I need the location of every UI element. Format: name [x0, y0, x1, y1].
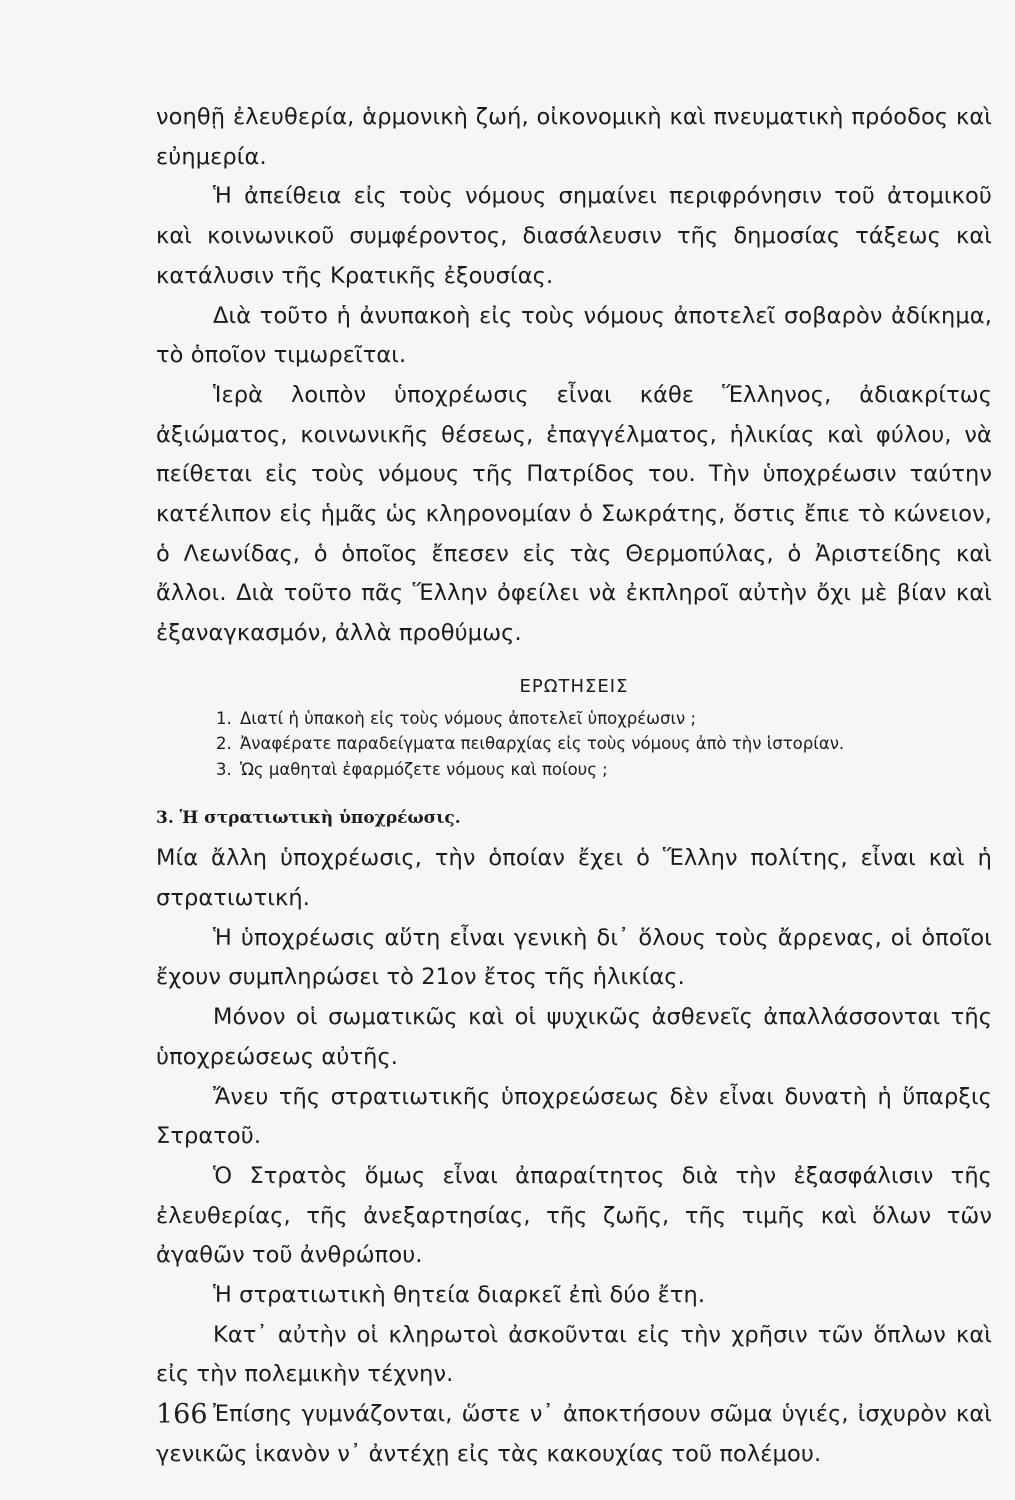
paragraph: Ἄνευ τῆς στρατιωτικῆς ὑποχρεώσεως δὲν εἶναι δυνατὴ ἡ ὕπαρξις Στρατοῦ. [156, 1083, 992, 1150]
questions-list [156, 706, 992, 783]
paragraph: Ἱερὰ λοιπὸν ὑποχρέωσις εἶναι κάθε Ἕλληνος, ἀδιακρίτως ἀξιώματος, κοινωνικῆς θέσεως, ἐπαγγέλματος, ἡλικίας καὶ φύλου, νὰ πείθεται εἰς τοὺς νόμους τῆς Πατρίδος του. Τὴν ὑποχρέωσιν ταύτην κατέλιπον εἰς ἡμᾶς ὡς κληρονομίαν ὁ Σωκράτης, ὅστις ἔπιε τὸ κώνειον, ὁ Λεωνίδας, ὁ ὁποῖος ἔπεσεν εἰς τὰς Θερμοπύλας, ὁ Ἀριστείδης καὶ ἄλλοι. Διὰ τοῦτο πᾶς Ἕλλην ὀφείλει νὰ ἐκπληροῖ αὐτὴν ὄχι μὲ βίαν καὶ ἐξαναγκασμόν, ἀλλὰ προθύμως. [156, 381, 992, 647]
paragraph: Μία ἄλλη ὑποχρέωσις, τὴν ὁποίαν ἔχει ὁ Ἕλλην πολίτης, εἶναι καὶ ἡ στρατιωτική. [156, 845, 992, 912]
paragraph: Ὁ Στρατὸς ὅμως εἶναι ἀπαραίτητος διὰ τὴν ἐξασφάλισιν τῆς ἐλευθερίας, τῆς ἀνεξαρτησίας, τῆς ζωῆς, τῆς τιμῆς καὶ ὅλων τῶν ἀγαθῶν τοῦ ἀνθρώπου. [156, 1162, 992, 1269]
paragraph: Μόνον οἱ σωματικῶς καὶ οἱ ψυχικῶς ἀσθενεῖς ἀπαλλάσσονται τῆς ὑποχρεώσεως αὐτῆς. [156, 1004, 992, 1070]
question-item [156, 706, 992, 732]
page-content [156, 98, 992, 1478]
paragraph: Ἐπίσης γυμνάζονται, ὥστε ν᾽ ἀποκτήσουν σῶμα ὑγιές, ἰσχυρὸν καὶ γενικῶς ἱκανὸν ν᾽ ἀντέχῃ εἰς τὰς κακουχίας τοῦ πολέμου. [156, 1401, 992, 1467]
question-item [156, 731, 992, 757]
paragraph: νοηθῇ ἐλευθερία, ἁρμονικὴ ζωή, οἰκονομικὴ καὶ πνευματικὴ πρόοδος καὶ εὐημερία. [156, 104, 992, 170]
questions-heading: ΕΡΩΤΗΣΕΙΣ [519, 675, 629, 697]
paragraph: Διὰ τοῦτο ἡ ἀνυπακοὴ εἰς τοὺς νόμους ἀποτελεῖ σοβαρὸν ἀδίκημα, τὸ ὁποῖον τιμωρεῖται. [156, 302, 992, 369]
question-text: Ἀναφέρατε παραδείγματα πειθαρχίας εἰς τοὺς νόμους ἀπὸ τὴν ἱστορίαν. [240, 734, 845, 754]
intro-text [156, 98, 992, 654]
page-number: 166 [156, 1399, 208, 1430]
paragraph: Ἡ ὑποχρέωσις αὕτη εἶναι γενικὴ δι᾽ ὅλους τοὺς ἄρρενας, οἱ ὁποῖοι ἔχουν συμπληρώσει τὸ 21ον ἔτος τῆς ἡλικίας. [156, 924, 992, 991]
question-number: 3. [216, 759, 232, 779]
paragraph: Ἡ στρατιωτικὴ θητεία διαρκεῖ ἐπὶ δύο ἔτη. [213, 1282, 706, 1309]
question-item [156, 757, 992, 783]
section-text [156, 839, 992, 1474]
question-text: Ὡς μαθηταὶ ἐφαρμόζετε νόμους καὶ ποίους ; [240, 759, 608, 779]
question-number: 2. [216, 734, 232, 754]
paragraph: Ἡ ἀπείθεια εἰς τοὺς νόμους σημαίνει περιφρόνησιν τοῦ ἀτομικοῦ καὶ κοινωνικοῦ συμφέροντος, διασάλευσιν τῆς δημοσίας τάξεως καὶ κατάλυσιν τῆς Κρατικῆς ἐξουσίας. [156, 183, 992, 289]
question-text: Διατί ἡ ὑπακοὴ εἰς τοὺς νόμους ἀποτελεῖ ὑποχρέωσιν ; [240, 708, 697, 728]
section-title: 3. Ἡ στρατιωτικὴ ὑποχρέωσις. [156, 808, 461, 829]
paragraph: Κατ᾽ αὐτὴν οἱ κληρωτοὶ ἀσκοῦνται εἰς τὴν χρῆσιν τῶν ὅπλων καὶ εἰς τὴν πολεμικὴν τέχνην. [156, 1321, 992, 1388]
question-number: 1. [216, 708, 232, 728]
